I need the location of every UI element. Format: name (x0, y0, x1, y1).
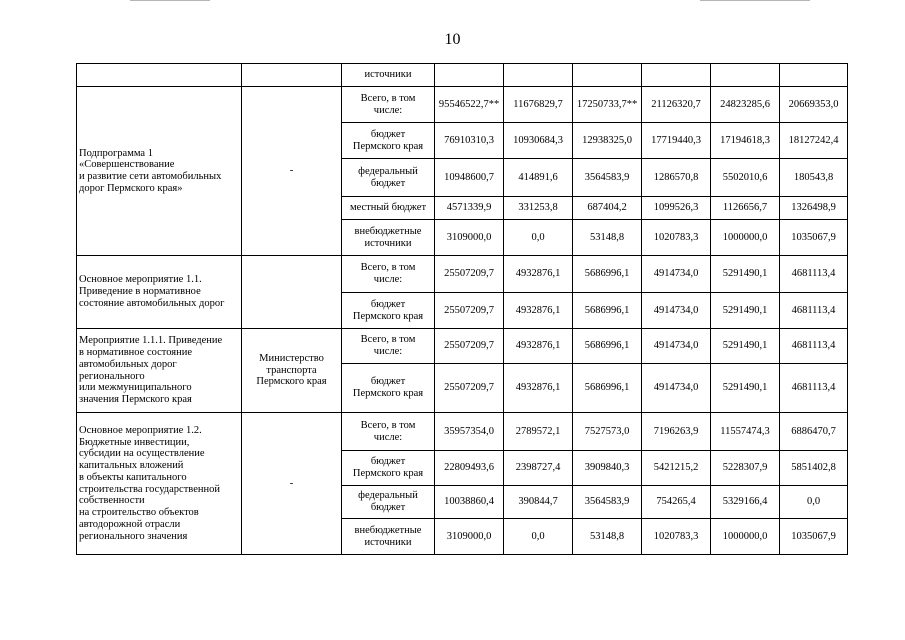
value-cell: 4932876,1 (504, 293, 573, 329)
value-cell: 5291490,1 (711, 329, 780, 364)
table-row (77, 256, 848, 293)
executor-cell: - (242, 413, 342, 555)
value-cell (504, 64, 573, 87)
value-cell: 1099526,3 (642, 197, 711, 220)
executor-cell (242, 64, 342, 87)
value-cell: 2398727,4 (504, 451, 573, 486)
value-cell: 6886470,7 (780, 413, 848, 451)
program-cell: Основное мероприятие 1.2. Бюджетные инвестиции, субсидии на осуществление капитальных вложений в объекты капитального строительства государственной собственности на строительство объектов автодорожной отрасли регионального значения (77, 413, 242, 555)
scan-edge-rule-left (130, 0, 210, 1)
value-cell: 1126656,7 (711, 197, 780, 220)
source-cell: Всего, в том числе: (342, 256, 435, 293)
value-cell: 331253,8 (504, 197, 573, 220)
value-cell: 687404,2 (573, 197, 642, 220)
value-cell: 20669353,0 (780, 87, 848, 123)
value-cell: 5421215,2 (642, 451, 711, 486)
value-cell: 5502010,6 (711, 159, 780, 197)
source-cell: бюджет Пермского края (342, 123, 435, 159)
value-cell: 1035067,9 (780, 220, 848, 256)
value-cell: 4932876,1 (504, 364, 573, 413)
source-cell: Всего, в том числе: (342, 413, 435, 451)
value-cell: 1020783,3 (642, 220, 711, 256)
value-cell: 95546522,7** (435, 87, 504, 123)
value-cell: 10930684,3 (504, 123, 573, 159)
value-cell: 1326498,9 (780, 197, 848, 220)
value-cell: 3564583,9 (573, 486, 642, 519)
value-cell: 0,0 (504, 519, 573, 555)
value-cell: 414891,6 (504, 159, 573, 197)
value-cell: 3109000,0 (435, 220, 504, 256)
value-cell: 4681113,4 (780, 256, 848, 293)
value-cell (642, 64, 711, 87)
table-row (77, 329, 848, 364)
value-cell: 10948600,7 (435, 159, 504, 197)
value-cell: 25507209,7 (435, 329, 504, 364)
page-number: 10 (444, 31, 461, 48)
value-cell: 7196263,9 (642, 413, 711, 451)
table-row (77, 413, 848, 451)
value-cell: 4681113,4 (780, 329, 848, 364)
value-cell: 5686996,1 (573, 293, 642, 329)
executor-cell: - (242, 87, 342, 256)
program-cell: Основное мероприятие 1.1. Приведение в нормативное состояние автомобильных дорог (77, 256, 242, 329)
value-cell: 5686996,1 (573, 256, 642, 293)
value-cell: 53148,8 (573, 519, 642, 555)
value-cell: 11676829,7 (504, 87, 573, 123)
value-cell: 0,0 (504, 220, 573, 256)
value-cell: 24823285,6 (711, 87, 780, 123)
value-cell: 76910310,3 (435, 123, 504, 159)
value-cell: 17250733,7** (573, 87, 642, 123)
budget-table (76, 63, 848, 555)
source-cell: бюджет Пермского края (342, 293, 435, 329)
value-cell: 5228307,9 (711, 451, 780, 486)
value-cell: 5329166,4 (711, 486, 780, 519)
value-cell: 3564583,9 (573, 159, 642, 197)
value-cell: 18127242,4 (780, 123, 848, 159)
value-cell: 25507209,7 (435, 293, 504, 329)
value-cell: 4914734,0 (642, 256, 711, 293)
value-cell: 5291490,1 (711, 256, 780, 293)
value-cell: 11557474,3 (711, 413, 780, 451)
value-cell: 5851402,8 (780, 451, 848, 486)
value-cell: 12938325,0 (573, 123, 642, 159)
source-cell: федеральный бюджет (342, 159, 435, 197)
value-cell: 1035067,9 (780, 519, 848, 555)
source-cell: внебюджетные источники (342, 519, 435, 555)
value-cell: 0,0 (780, 486, 848, 519)
value-cell: 25507209,7 (435, 256, 504, 293)
value-cell: 4571339,9 (435, 197, 504, 220)
source-cell: внебюджетные источники (342, 220, 435, 256)
value-cell: 21126320,7 (642, 87, 711, 123)
value-cell: 4681113,4 (780, 293, 848, 329)
source-cell: местный бюджет (342, 197, 435, 220)
value-cell: 7527573,0 (573, 413, 642, 451)
source-cell: бюджет Пермского края (342, 451, 435, 486)
value-cell: 17194618,3 (711, 123, 780, 159)
value-cell (780, 64, 848, 87)
source-cell: источники (342, 64, 435, 87)
scan-edge-rule-right (700, 0, 810, 1)
source-cell: федеральный бюджет (342, 486, 435, 519)
program-cell: Подпрограмма 1 «Совершенствование и развитие сети автомобильных дорог Пермского края» (77, 87, 242, 256)
value-cell: 5686996,1 (573, 364, 642, 413)
executor-cell (242, 256, 342, 329)
value-cell: 1000000,0 (711, 220, 780, 256)
source-cell: Всего, в том числе: (342, 87, 435, 123)
source-cell: Всего, в том числе: (342, 329, 435, 364)
value-cell: 17719440,3 (642, 123, 711, 159)
value-cell: 4681113,4 (780, 364, 848, 413)
value-cell: 4932876,1 (504, 329, 573, 364)
value-cell: 4914734,0 (642, 364, 711, 413)
executor-cell: Министерство транспорта Пермского края (242, 329, 342, 413)
value-cell: 22809493,6 (435, 451, 504, 486)
value-cell: 5291490,1 (711, 364, 780, 413)
table-row (77, 87, 848, 123)
value-cell: 4932876,1 (504, 256, 573, 293)
value-cell (573, 64, 642, 87)
value-cell: 3109000,0 (435, 519, 504, 555)
value-cell: 5686996,1 (573, 329, 642, 364)
value-cell: 2789572,1 (504, 413, 573, 451)
value-cell: 754265,4 (642, 486, 711, 519)
value-cell: 1000000,0 (711, 519, 780, 555)
value-cell: 4914734,0 (642, 329, 711, 364)
value-cell: 4914734,0 (642, 293, 711, 329)
table-row (77, 64, 848, 87)
value-cell: 3909840,3 (573, 451, 642, 486)
program-cell: Мероприятие 1.1.1. Приведение в нормативное состояние автомобильных дорог регионального или межмуниципального значения Пермского края (77, 329, 242, 413)
value-cell: 35957354,0 (435, 413, 504, 451)
value-cell (435, 64, 504, 87)
value-cell: 180543,8 (780, 159, 848, 197)
value-cell: 10038860,4 (435, 486, 504, 519)
value-cell: 1286570,8 (642, 159, 711, 197)
value-cell: 25507209,7 (435, 364, 504, 413)
value-cell: 53148,8 (573, 220, 642, 256)
value-cell: 5291490,1 (711, 293, 780, 329)
source-cell: бюджет Пермского края (342, 364, 435, 413)
value-cell (711, 64, 780, 87)
program-cell (77, 64, 242, 87)
budget-table-body (77, 64, 848, 555)
value-cell: 1020783,3 (642, 519, 711, 555)
value-cell: 390844,7 (504, 486, 573, 519)
